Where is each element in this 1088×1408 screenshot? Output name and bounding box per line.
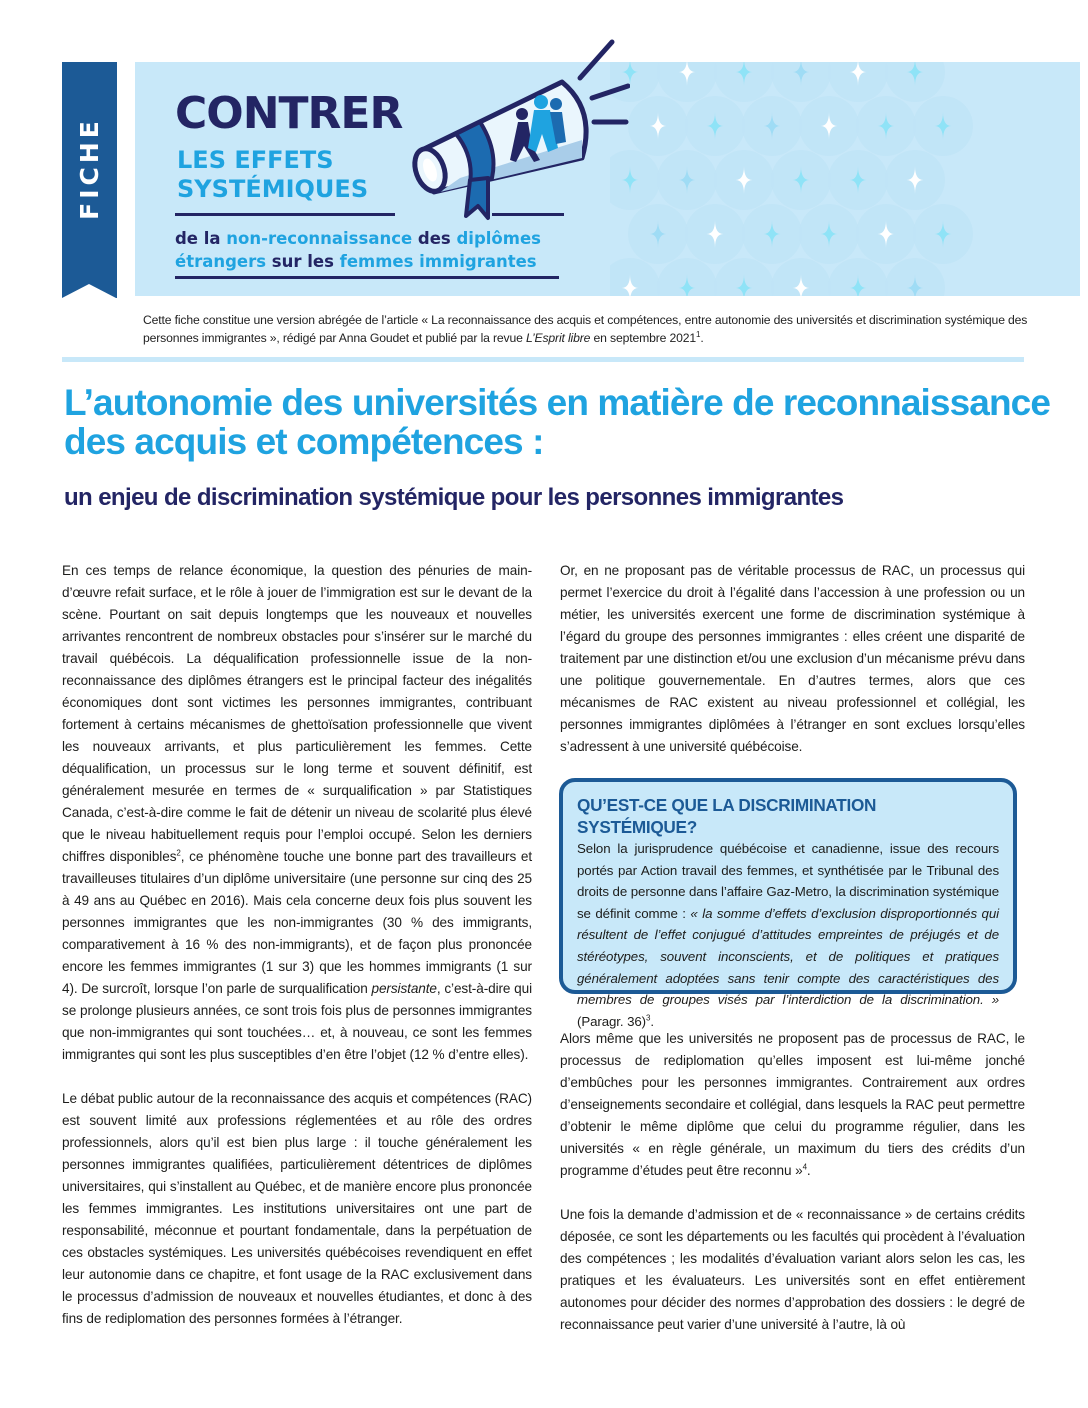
definition-callout bbox=[559, 778, 1017, 1029]
fiche-label: FICHE bbox=[75, 116, 105, 220]
right-column-lower bbox=[560, 1028, 1025, 1358]
quote: « la somme d’effets d’exclusion disproportionnés qui résultent de l’effet conjugué d’attitudes empreintes de préjugés et de stéréotypes, souvent inconscients, et de politiques et pratiques généralement adoptées sans tenir compte des caractéristiques des membres de groupes visés par l’interdiction de la discrimination. » bbox=[577, 905, 999, 1008]
text: Selon la jurisprudence québécoise et canadienne, issue des recours portés par Action travail des femmes, et synthétisée par le Tribunal des droits de personne dans l’affaire Gaz-Metro, la discrimination systémique se définit comme : bbox=[577, 841, 999, 921]
paragraph: Une fois la demande d’admission et de « reconnaissance » de certains crédits déposée, ce sont les départements ou les facultés qui procèdent à l’évaluation des compétences ; les modalités d’évaluation variant alors selon les cas, les pratiques et les évaluateurs. Les universités sont en effet entièrement autonomes pour décider des normes d’approbation des dossiers : le degré de reconnaissance peut varier d’une université à l’autre, là où bbox=[560, 1207, 1025, 1332]
article-title: L’autonomie des universités en matière de reconnaissance des acquis et compétences : bbox=[64, 382, 1050, 462]
fiche-label-wrap bbox=[62, 108, 117, 228]
subtitle-part: des bbox=[412, 229, 457, 248]
title-effets bbox=[177, 146, 368, 204]
paragraph: Le débat public autour de la reconnaissance des acquis et compétences (RAC) est souvent limité aux professions réglementées et au rôle des ordres professionnels, alors qu’il est bien plus large : il touche généralement les personnes immigrantes qualifiées, particulièrement détentrices de diplômes universitaires, qui s’installent au Québec, et de manière encore plus prononcée les femmes immigrantes. Les institutions universitaires ont une part de responsabilité, méconnue et pourtant fondamentale, dans la perpétuation de ces obstacles systémiques. Les universités québécoises revendiquent en effet leur autonomie dans ce chapitre, et font usage de la RAC exclusivement dans le processus d’admission de nouveaux et nouvelles étudiantes, et donc à des fins de rediplomation des personnes formées à l’étranger. bbox=[62, 1091, 532, 1326]
subtitle-line2 bbox=[175, 250, 541, 273]
subtitle-part-highlight: femmes immigrantes bbox=[339, 252, 537, 271]
megaphone-diploma-icon bbox=[400, 30, 630, 250]
paragraph bbox=[62, 560, 532, 1066]
sparkle-pattern-icon bbox=[610, 62, 1080, 296]
pattern-circle bbox=[610, 258, 660, 296]
title-line3: SYSTÉMIQUES bbox=[177, 175, 369, 203]
footnote-ref[interactable]: 3 bbox=[646, 1013, 651, 1023]
journal-name: L’Esprit libre bbox=[525, 331, 591, 345]
footnote-ref[interactable]: 4 bbox=[802, 1162, 807, 1172]
subtitle-part-highlight: étrangers bbox=[175, 252, 267, 271]
paragraph: Or, en ne proposant pas de véritable processus de RAC, un processus qui permet l’exercice du droit à l’égalité dans l’accession à une profession ou un métier, les universités exercent une forme de discrimination systémique à l’égard du groupe des personnes immigrantes : elles créent une disparité de traitement par une distinction et/ou une exclusion d’un mécanisme prévu dans une politique gouvernementale. En d’autres termes, alors que ces mécanismes de RAC existent au niveau professionnel et collégial, les personnes immigrantes diplômées à l’étranger en sont exclues lorsqu’elles s’adressent à une université québécoise. bbox=[560, 563, 1025, 754]
title-contrer: CONTRER bbox=[175, 88, 403, 139]
text: En ces temps de relance économique, la question des pénuries de main-d’œuvre refait surface, et le rôle à jouer de l’immigration est sur le devant de la scène. Pourtant on sait depuis longtemps que les nouveaux et nouvelles arrivantes rencontrent de nombreux obstacles pour s’insérer sur le marché du travail québécois. La déqualification professionnelle issue de la non-reconnaissance des diplômes étrangers est le principal facteur des inégalités économiques dont sont victimes les personnes immigrantes, contribuant fortement à certains mécanismes de ghettoïsation professionnelle que vivent les nouveaux arrivants, et plus particulièrement les femmes. Cette déqualification, un processus sur le long terme et souvent définitif, est généralement mesurée en termes de « surqualification » par Statistiques Canada, c’est-à-dire comme le fait de détenir un niveau de scolarité plus élevé que le niveau habituellement requis pour l’emploi occupé. Selon les derniers chiffres disponibles bbox=[62, 563, 532, 864]
intro-text-after: en septembre 2021 bbox=[590, 331, 696, 345]
right-column bbox=[560, 560, 1025, 780]
callout-body bbox=[577, 838, 999, 1032]
intro-end: . bbox=[700, 331, 704, 345]
title-rule-left bbox=[175, 213, 395, 216]
footnote-ref[interactable]: 2 bbox=[176, 848, 181, 858]
ribbon-notch bbox=[62, 284, 116, 298]
text: Alors même que les universités ne proposent pas de processus de RAC, le processus de rediplomation qu’elles imposent est lui-même jonché d’embûches pour les personnes immigrantes. Contrairement aux ordres d’enseignements secondaire et collégial, dans lesquels la RAC peut permettre d’obtenir le même diplôme que celui du programme régulier, dans les universités « en règle générale, un maximum du tiers des crédits d’un programme d’études peut être reconnu » bbox=[560, 1031, 1025, 1178]
emphasis: persistante bbox=[371, 981, 437, 996]
text: (Paragr. 36) bbox=[577, 1013, 647, 1029]
subtitle-rule bbox=[175, 276, 559, 279]
title-line2: LES EFFETS bbox=[177, 146, 334, 174]
left-column bbox=[62, 560, 532, 1352]
subtitle-part-highlight: non-reconnaissance bbox=[226, 229, 413, 248]
section-divider bbox=[62, 357, 1024, 362]
footnote-ref[interactable]: 1 bbox=[696, 329, 701, 339]
text: . bbox=[806, 1163, 811, 1178]
text: . bbox=[650, 1013, 654, 1029]
intro-text: Cette fiche constitue une version abrégée de l’article « La reconnaissance des acquis et compétences, entre autonomie des universités et discrimination systémique des personnes immigrantes », rédigé par Anna Goudet et publié par la revue bbox=[143, 313, 1028, 345]
article-subtitle: un enjeu de discrimination systémique pour les personnes immigrantes bbox=[64, 484, 844, 511]
text: , c’est-à-dire qui se prolonge plusieurs années, ce sont trois fois plus de personnes immigrantes que non-immigrantes qui sont touchées… et, à nouveau, ce sont les femmes immigrantes qui sont les plus susceptibles d’en être l’objet (12 % d’entre elles). bbox=[62, 981, 532, 1062]
text: , ce phénomène touche une bonne part des travailleurs et travailleuses titulaires d’un diplôme universitaire (une personne sur cinq des 25 à 49 ans au Québec en 2016). Mais cela concerne deux fois plus souvent les personnes immigrantes que les non-immigrantes (30 % des immigrants, comparativement à 16 % des non-immigrants), et de façon plus prononcée encore les femmes immigrantes (1 sur 3) que les hommes immigrants (1 sur 4). De surcroît, lorsque l’on parle de surqualification bbox=[62, 849, 532, 996]
subtitle-part: sur les bbox=[266, 252, 340, 271]
subtitle-part: de la bbox=[175, 229, 227, 248]
paragraph bbox=[560, 1028, 1025, 1182]
subtitle-part-highlight: diplômes bbox=[456, 229, 541, 248]
callout-title: QU’EST-CE QUE LA DISCRIMINATION SYSTÉMIQUE? bbox=[577, 795, 877, 837]
intro-note bbox=[143, 311, 1055, 347]
